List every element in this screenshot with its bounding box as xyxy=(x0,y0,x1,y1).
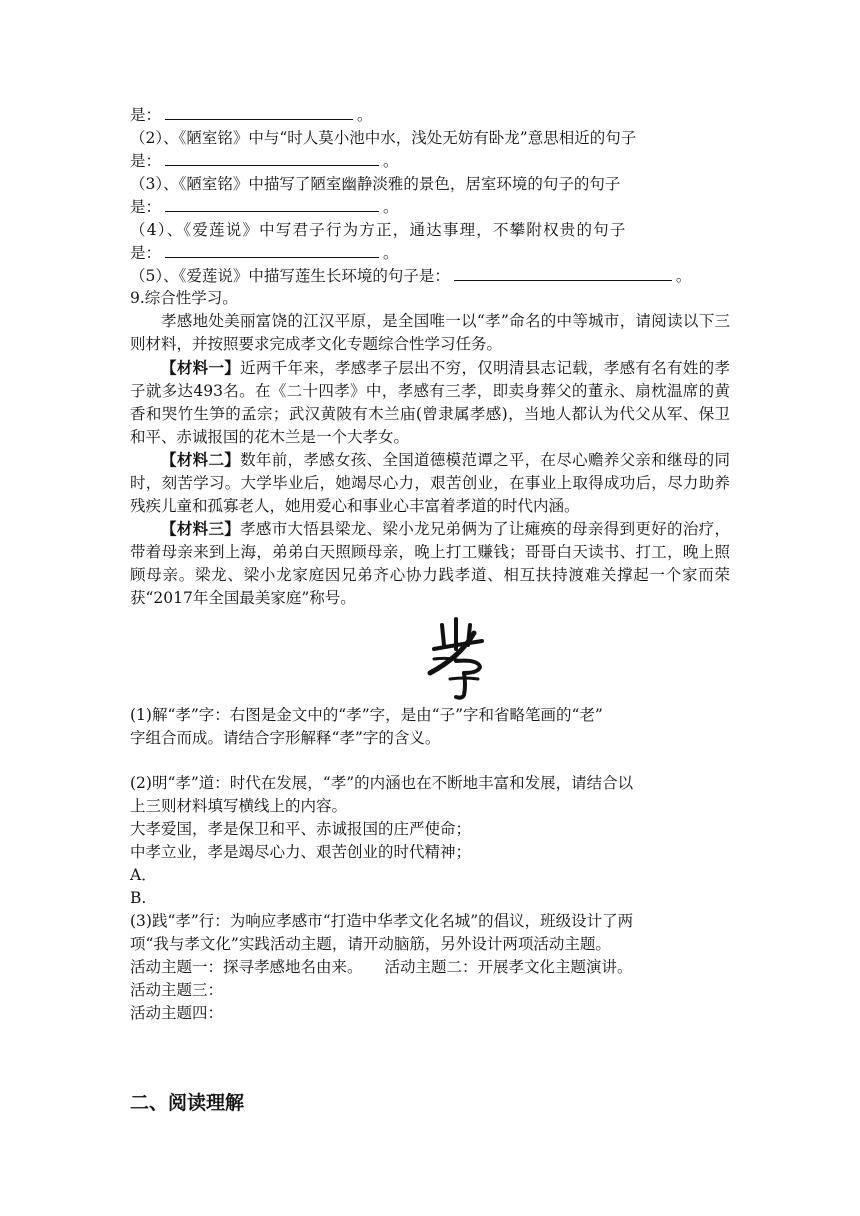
q8-item4-question: （4）、《爱莲说》中写君子行为方正，通达事理，不攀附权贵的句子 xyxy=(130,221,627,239)
sub-question-2-b: 上三则材料填写横线上的内容。 xyxy=(130,797,348,815)
answer-prefix: 是： xyxy=(130,244,162,262)
material-3-label: 【材料三】 xyxy=(161,519,241,538)
section-2-heading: 二、阅读理解 xyxy=(130,1092,245,1114)
q8-item5-question: （5）、《爱莲说》中描写莲生长环境的句子是： xyxy=(130,267,450,285)
sub-question-1-a: (1)解“孝”字：右图是金文中的“孝”字，是由“子”字和省略笔画的“老” xyxy=(130,706,603,724)
q9-title: 9.综合性学习。 xyxy=(130,289,238,307)
material-2 xyxy=(130,448,730,518)
answer-blank[interactable] xyxy=(454,265,672,281)
line-end: 。 xyxy=(383,198,399,216)
sub-question-2-a: (2)明“孝”道：时代在发展，“孝”的内涵也在不断地丰富和发展，请结合以 xyxy=(130,774,634,792)
material-3 xyxy=(130,517,730,610)
line-end: 。 xyxy=(675,267,692,285)
answer-blank[interactable] xyxy=(165,150,379,166)
material-1-text: 近两千年来，孝感孝子层出不穷，仅明清县志记载，孝感有名有姓的孝子就多达493名。在《二十四孝》中，孝感有三孝，即卖身葬父的董永、扇枕温席的黄香和哭竹生笋的孟宗；武汉黄陂有木兰庙(曾隶属孝感)，当地人都认为代父从军、保卫和平、赤诚报国的花木兰是一个大孝女。 xyxy=(130,359,730,446)
material-1 xyxy=(130,356,730,449)
q9-intro: 孝感地处美丽富饶的江汉平原，是全国唯一以“孝”命名的中等城市，请阅读以下三则材料，并按照要求完成孝文化专题综合性学习任务。 xyxy=(130,312,730,353)
q8-item2-question: （2）、《陋室铭》中与“时人莫小池中水，浅处无妨有卧龙”意思相近的句子 xyxy=(130,129,637,147)
activity-topic-3[interactable]: 活动主题三： xyxy=(130,981,224,999)
answer-prefix: 是： xyxy=(130,152,162,170)
q8-item2-answer-line xyxy=(130,150,730,172)
q8-item3-answer-line xyxy=(130,196,730,218)
activity-topic-4[interactable]: 活动主题四： xyxy=(130,1004,224,1022)
sub-question-1-b: 字组合而成。请结合字形解释“孝”字的含义。 xyxy=(130,729,441,747)
sub-question-2-answer-a[interactable]: A． xyxy=(130,866,157,884)
answer-prefix: 是： xyxy=(130,198,162,216)
material-2-label: 【材料二】 xyxy=(161,450,241,469)
line-end: 。 xyxy=(383,152,399,170)
answer-blank[interactable] xyxy=(165,196,379,212)
line-end: 。 xyxy=(357,106,373,124)
sub-question-2-line1: 大孝爱国，孝是保卫和平、赤诚报国的庄严使命； xyxy=(130,820,472,838)
activity-topics-row xyxy=(130,956,730,978)
sub-question-3-b: 项“我与孝文化”实践活动主题，请开动脑筋，另外设计两项活动主题。 xyxy=(130,935,611,953)
q8-item4-answer-line xyxy=(130,242,730,264)
answer-prefix: 是： xyxy=(130,106,162,124)
sub-question-2-line2: 中孝立业，孝是竭尽心力、艰苦创业的时代精神； xyxy=(130,843,472,861)
bronze-script-xiao-character-icon xyxy=(420,615,492,703)
q8-item5-line xyxy=(130,265,730,287)
answer-blank[interactable] xyxy=(165,104,353,120)
material-2-text: 数年前，孝感女孩、全国道德模范谭之平，在尽心赡养父亲和继母的同时，刻苦学习。大学毕业后，她竭尽心力，艰苦创业，在事业上取得成功后，尽力助养残疾儿童和孤寡老人，她用爱心和事业心丰富着孝道的时代内涵。 xyxy=(130,451,730,515)
activity-topic-1: 活动主题一：探寻孝感地名由来。 xyxy=(130,958,363,976)
material-3-text: 孝感市大悟县梁龙、梁小龙兄弟俩为了让瘫痪的母亲得到更好的治疗，带着母亲来到上海，弟弟白天照顾母亲，晚上打工赚钱；哥哥白天读书、打工，晚上照顾母亲。梁龙、梁小龙家庭因兄弟齐心协力践孝道、相互扶持渡难关撑起一个家而荣获“2017年全国最美家庭”称号。 xyxy=(130,520,730,607)
material-1-label: 【材料一】 xyxy=(161,358,241,377)
q8-item3-question: （3）、《陋室铭》中描写了陋室幽静淡雅的景色，居室环境的句子的句子 xyxy=(130,175,621,193)
activity-topic-2: 活动主题二：开展孝文化主题演讲。 xyxy=(384,958,633,976)
sub-question-3-a: (3)践“孝”行：为响应孝感市“打造中华孝文化名城”的倡议，班级设计了两 xyxy=(130,912,634,930)
q8-item1-answer-line xyxy=(130,104,730,126)
answer-blank[interactable] xyxy=(165,242,379,258)
line-end: 。 xyxy=(383,244,399,262)
sub-question-2-answer-b[interactable]: B. xyxy=(130,889,147,907)
